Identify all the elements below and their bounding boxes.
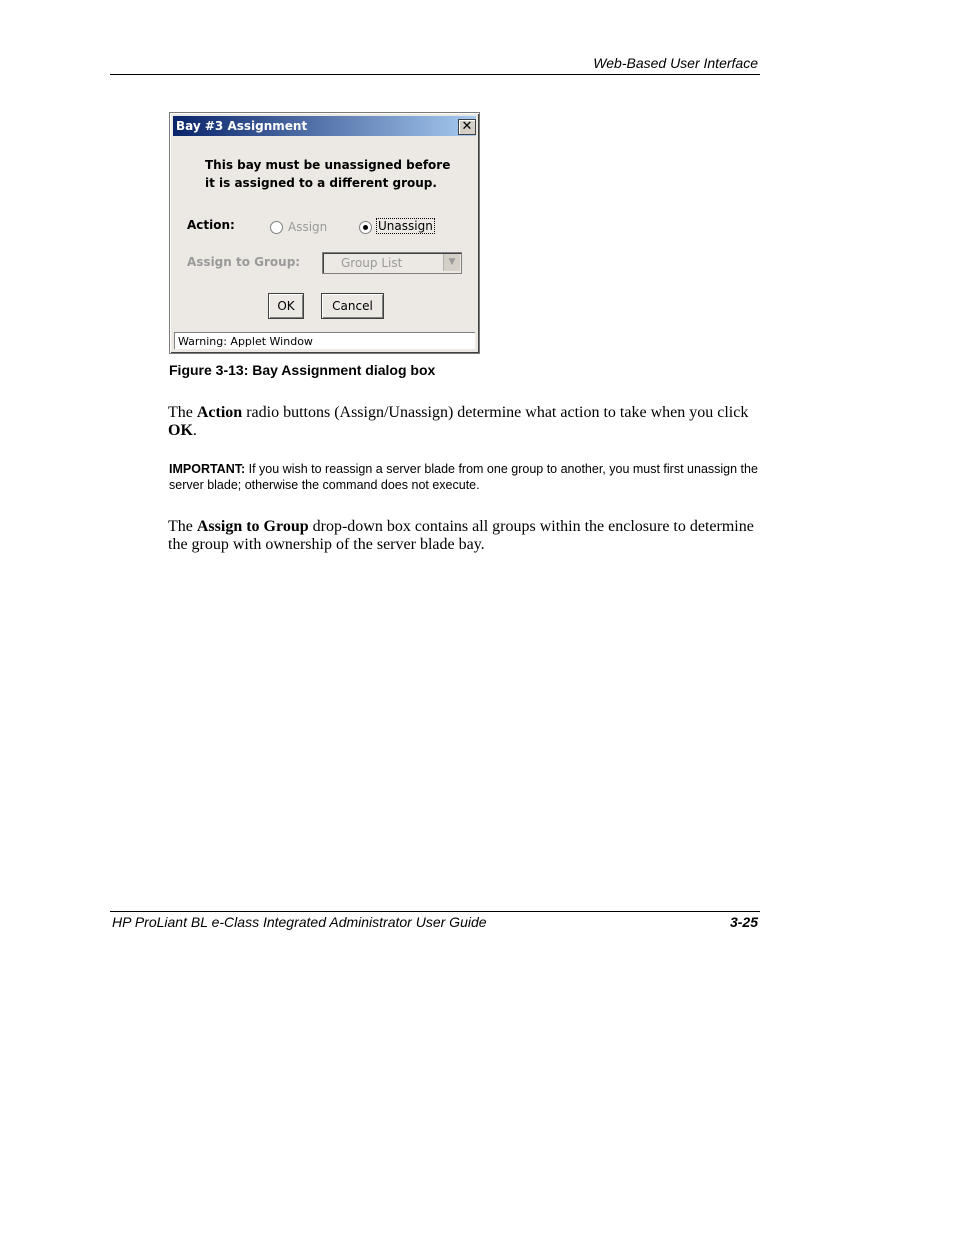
bold-action: Action: [196, 404, 243, 421]
assign-radio-label: Assign: [288, 220, 328, 234]
figure-caption: Figure 3-13: Bay Assignment dialog box: [169, 362, 436, 378]
text-span: The: [168, 404, 197, 421]
group-list-select[interactable]: [322, 252, 462, 274]
footer-rule: [110, 911, 760, 912]
action-label: Action:: [187, 218, 235, 232]
bold-assign-to-group: Assign to Group: [196, 518, 309, 535]
important-text: If you wish to reassign a server blade from one group to another, you must first unassign the server blade; otherwise the command does not execute.: [169, 462, 758, 492]
footer-title: HP ProLiant BL e-Class Integrated Administrator User Guide: [112, 914, 487, 930]
unassign-radio[interactable]: [359, 221, 372, 234]
close-icon[interactable]: ✕: [458, 119, 476, 135]
bay-assignment-dialog: [169, 112, 480, 354]
cancel-button[interactable]: Cancel: [321, 293, 384, 319]
text-span: drop-down box contains all groups within the enclosure to determine the group with ownership of the server blade bay.: [168, 518, 754, 553]
unassign-radio-label: Unassign: [378, 219, 433, 233]
dialog-titlebar: [173, 116, 476, 136]
header-rule: [110, 74, 760, 75]
message-line-1: This bay must be unassigned before: [205, 158, 451, 172]
group-list-value: Group List: [341, 256, 403, 270]
message-line-2: it is assigned to a different group.: [205, 176, 437, 190]
text-span: The: [168, 518, 197, 535]
important-label: IMPORTANT:: [169, 462, 246, 476]
paragraph-assign-group: [168, 518, 760, 554]
running-head: Web-Based User Interface: [593, 55, 758, 71]
page-number: 3-25: [729, 914, 758, 930]
paragraph-action: [168, 404, 760, 440]
assign-to-group-label: Assign to Group:: [187, 255, 301, 269]
assign-radio[interactable]: [270, 221, 283, 234]
text-span: .: [192, 422, 197, 439]
bold-ok: OK: [168, 422, 193, 439]
applet-status-bar: Warning: Applet Window: [174, 332, 475, 349]
text-span: radio buttons (Assign/Unassign) determine what action to take when you click: [242, 404, 749, 421]
chevron-down-icon: ▼: [443, 254, 460, 271]
dialog-message: [205, 156, 465, 192]
dialog-title: Bay #3 Assignment: [176, 119, 308, 133]
ok-button[interactable]: OK: [268, 293, 304, 319]
important-note: [169, 461, 761, 493]
